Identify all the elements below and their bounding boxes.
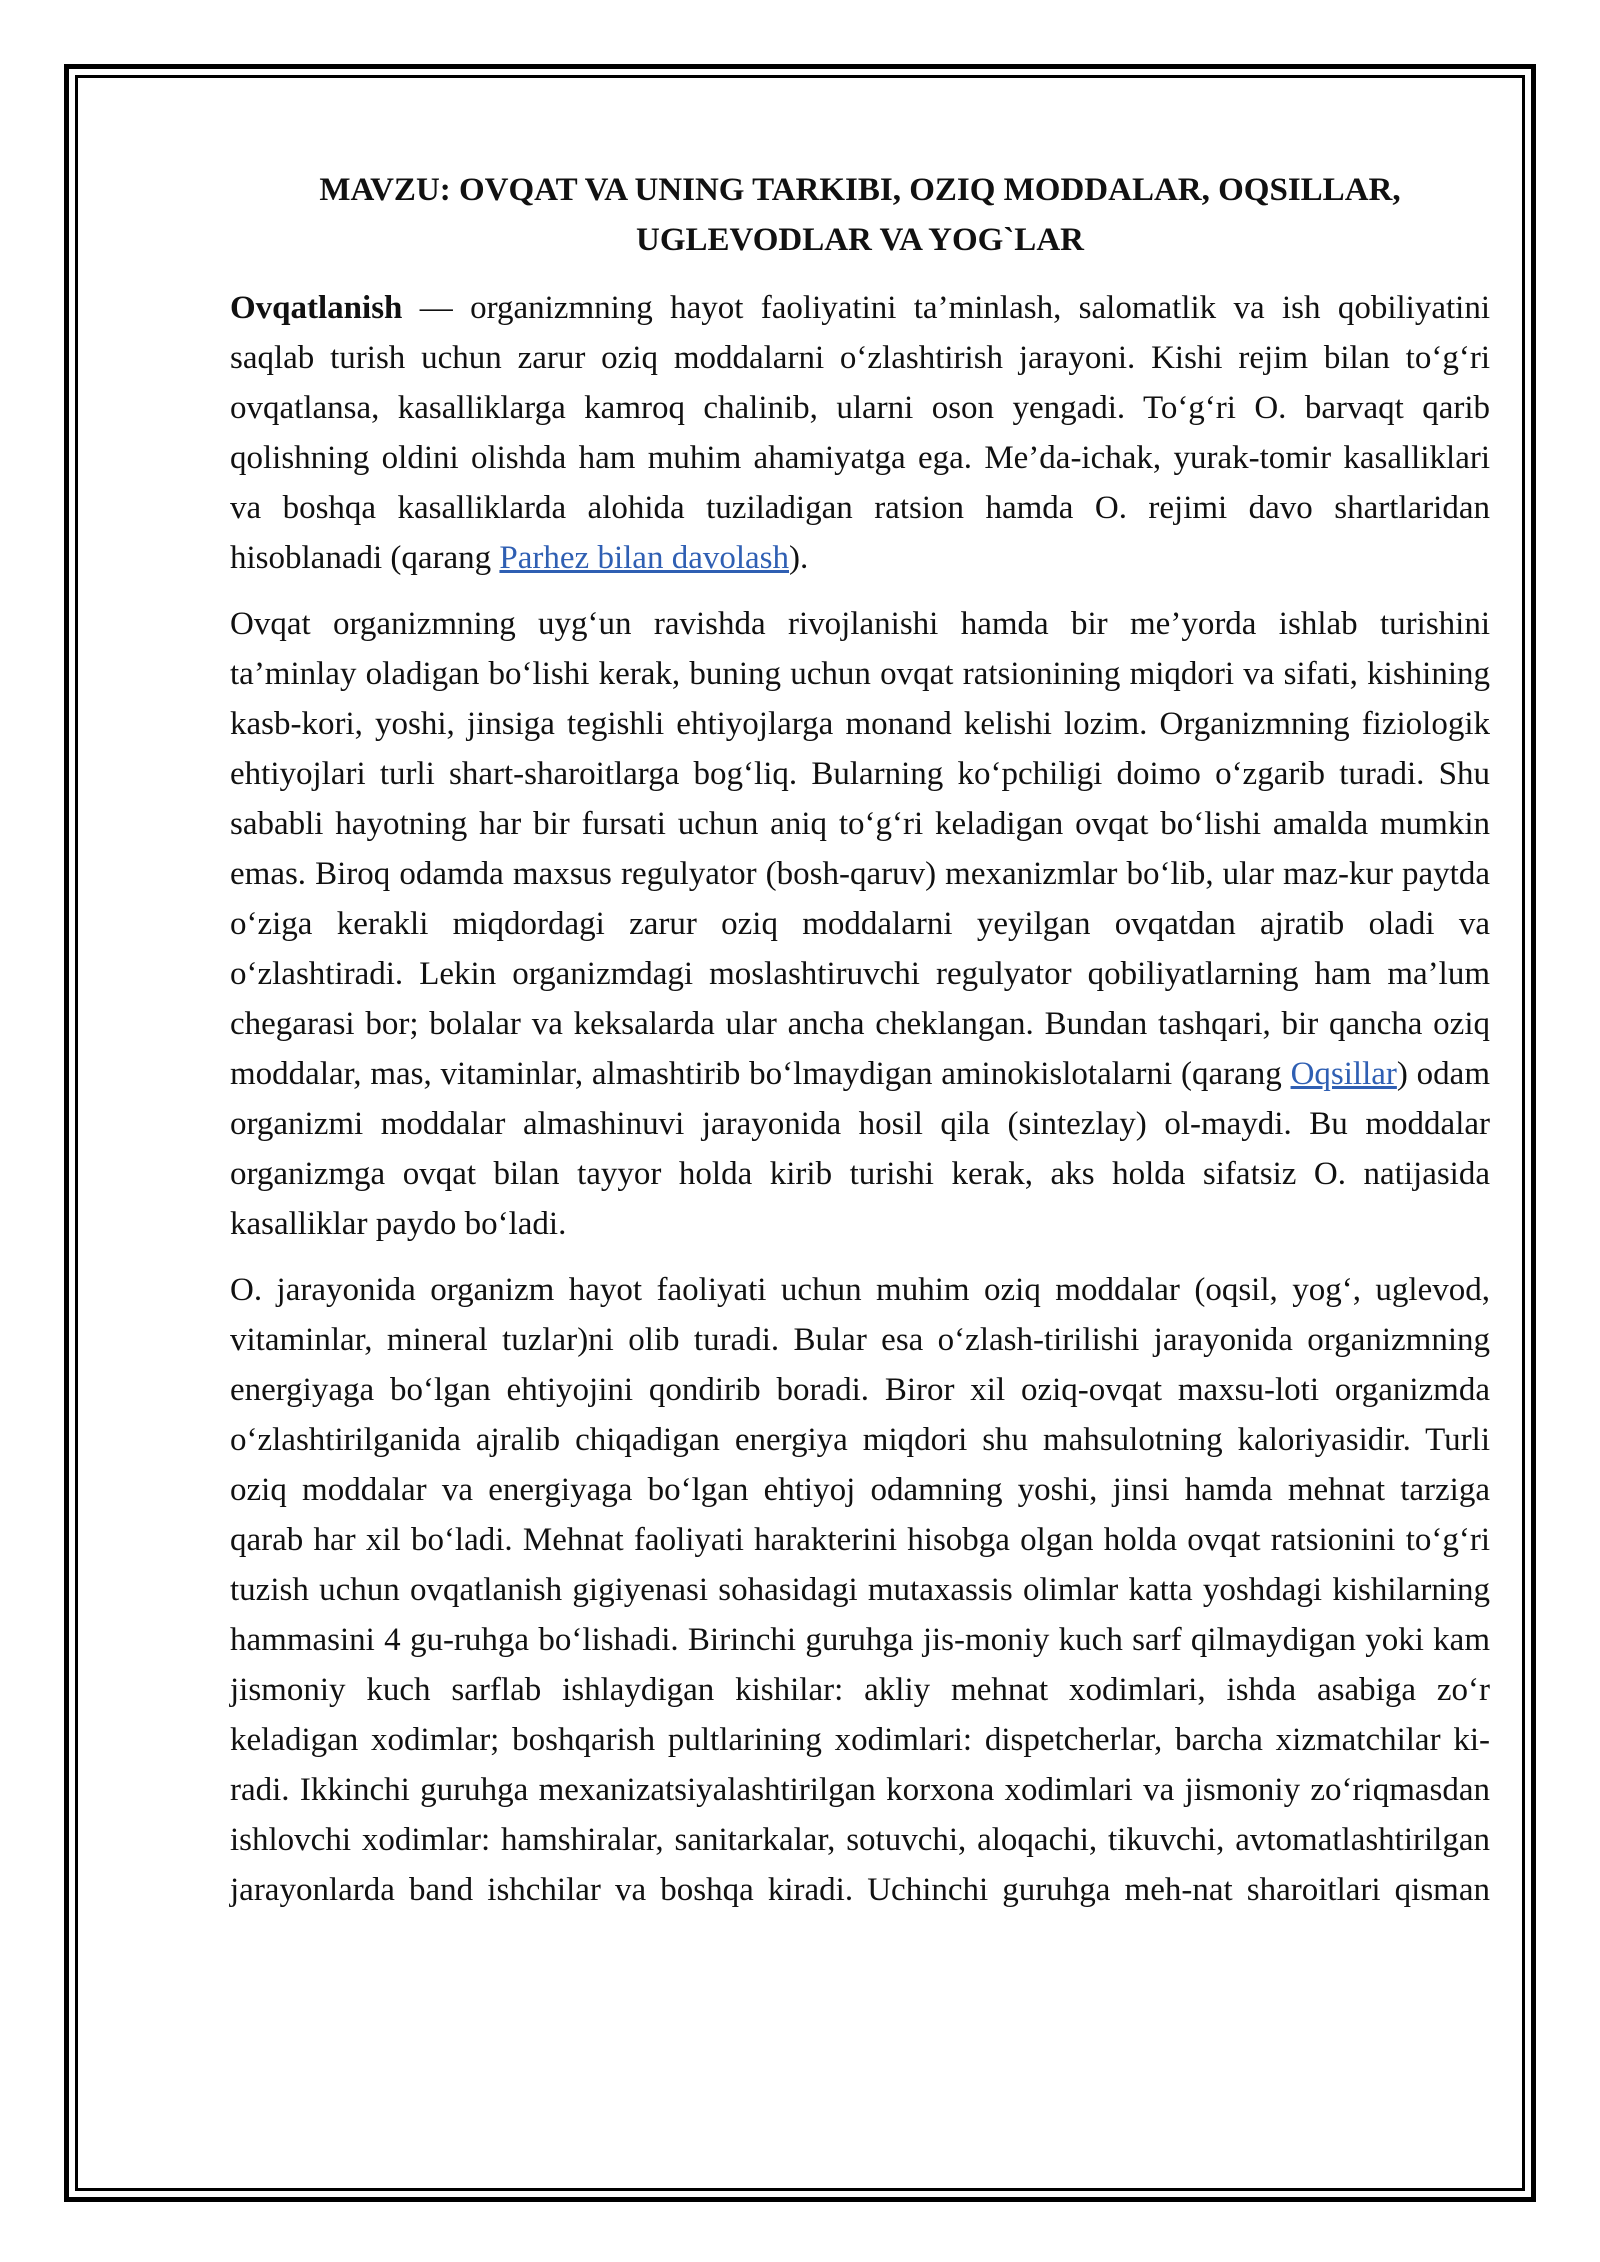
paragraph-2 bbox=[230, 599, 1490, 1249]
paragraph-1-tail: ). bbox=[789, 540, 809, 576]
paragraph-3: O. jarayonida organizm hayot faoliyati uchun muhim oziq moddalar (oqsil, yogʻ, uglevod, vitaminlar, mineral tuzlar)ni olib turadi. Bular esa oʻzlash-tirilishi jarayonida organizmning energiyaga boʻlgan ehtiyojini qondirib boradi. Biror xil oziq-ovqat maxsu-loti organizmda oʻzlashtirilganida ajralib chiqadigan energiya miqdori shu mahsulotning kaloriyasidir. Turli oziq moddalar va energiyaga boʻlgan ehtiyoj odamning yoshi, jinsi hamda mehnat tarziga qarab har xil boʻladi. Mehnat faoliyati harakterini hisobga olgan holda ovqat ratsionini toʻgʻri tuzish uchun ovqatlanish gigiyenasi sohasidagi mutaxassis olimlar katta yoshdagi kishilarning hammasini 4 gu-ruhga boʻlishadi. Birinchi guruhga jis-moniy kuch sarf qilmaydigan yoki kam jismoniy kuch sarflab ishlaydigan kishilar: akliy mehnat xodimlari, ishda asabiga zoʻr keladigan xodimlar; boshqarish pultlarining xodimlari: dispetcherlar, barcha xizmatchilar ki-radi. Ikkinchi guruhga mexanizatsiyalashtirilgan korxona xodimlari va jismoniy zoʻriqmasdan ishlovchi xodimlar: hamshiralar, sanitarkalar, sotuvchi, aloqachi, tikuvchi, avtomatlashtirilgan jarayonlarda band ishchilar va boshqa kiradi. Uchinchi guruhga meh-nat sharoitlari qisman bbox=[230, 1272, 1490, 1908]
document-title: MAVZU: OVQAT VA UNING TARKIBI, OZIQ MODDALAR, OQSILLAR, UGLEVODLAR VA YOG`LAR bbox=[319, 172, 1401, 258]
lead-term: Ovqatlanish bbox=[230, 290, 403, 326]
document-body bbox=[230, 165, 1490, 1931]
paragraph-2-tail: ) odam organizmi moddalar almashinuvi jarayonida hosil qila (sintezlay) ol-maydi. Bu moddalar organizmga ovqat bilan tayyor holda kirib turishi kerak, aks holda sifatsiz O. natijasida kasalliklar paydo boʻladi. bbox=[230, 1056, 1490, 1242]
paragraph-1-text: — organizmning hayot faoliyatini ta’minlash, salomatlik va ish qobiliyatini saqlab turish uchun zarur oziq moddalarni oʻzlashtirish jarayoni. Kishi rejim bilan toʻgʻri ovqatlansa, kasalliklarga kamroq chalinib, ularni oson yengadi. Toʻgʻri O. barvaqt qarib qolishning oldini olishda ham muhim ahamiyatga ega. Me’da-ichak, yurak-tomir kasalliklari va boshqa kasalliklarda alohida tuziladigan ratsion hamda O. rejimi davo shartlaridan hisoblanadi (qarang bbox=[230, 290, 1490, 576]
link-oqsillar[interactable]: Oqsillar bbox=[1290, 1056, 1397, 1092]
paragraph-1 bbox=[230, 283, 1490, 583]
paragraph-2-text: Ovqat organizmning uygʻun ravishda rivojlanishi hamda bir me’yorda ishlab turishini ta’minlay oladigan boʻlishi kerak, buning uchun ovqat ratsionining miqdori va sifati, kishining kasb-kori, yoshi, jinsiga tegishli ehtiyojlarga monand kelishi lozim. Organizmning fiziologik ehtiyojlari turli shart-sharoitlarga bogʻliq. Bularning koʻpchiligi doimo oʻzgarib turadi. Shu sababli hayotning har bir fursati uchun aniq toʻgʻri keladigan ovqat boʻlishi amalda mumkin emas. Biroq odamda maxsus regulyator (bosh-qaruv) mexanizmlar boʻlib, ular maz-kur paytda oʻziga kerakli miqdordagi zarur oziq moddalarni yeyilgan ovqatdan ajratib oladi va oʻzlashtiradi. Lekin organizmdagi moslashtiruvchi regulyator qobiliyatlarning ham ma’lum chegarasi bor; bolalar va keksalarda ular ancha cheklangan. Bundan tashqari, bir qancha oziq moddalar, mas, vitaminlar, almashtirib boʻlmaydigan aminokislotalarni (qarang bbox=[230, 606, 1490, 1092]
link-parhez-bilan-davolash[interactable]: Parhez bilan davolash bbox=[499, 540, 789, 576]
